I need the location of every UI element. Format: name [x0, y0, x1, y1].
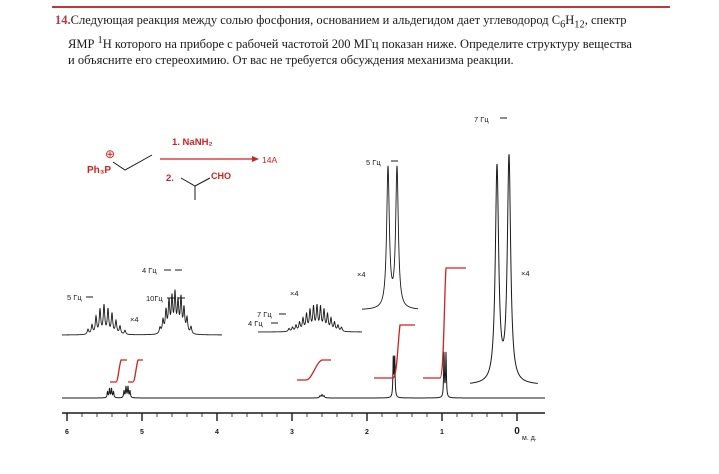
- phosphonium-reagent: Ph₃P: [87, 165, 112, 176]
- problem-text-line1: Следующая реакция между солью фосфония, основанием и альдегидом дает углеводород $C_6H_{12}$, спектр: [70, 13, 627, 31]
- coupling-label-5hz-mid: 5 Гц: [366, 158, 381, 167]
- propyl-chain: [113, 155, 152, 170]
- coupling-label-4hz-left: 4 Гц: [142, 266, 157, 275]
- aldehyde-group: CHO: [211, 171, 231, 181]
- step2-label: 2.: [166, 173, 174, 184]
- axis-tick-label: 1: [440, 429, 444, 436]
- coupling-label-4hz-center: 4 Гц: [248, 319, 263, 328]
- coupling-label-7hz-center: 7 Гц: [257, 310, 272, 319]
- magnification-right: ×4: [521, 269, 530, 278]
- inset-methine-multiplet: [258, 304, 362, 332]
- product-label: 14А: [262, 155, 278, 165]
- main-spectrum: [62, 352, 545, 398]
- step1-label: 1. NaNH₂: [172, 137, 213, 148]
- coupling-label-7hz-top: 7 Гц: [474, 115, 489, 124]
- magnification-left: ×4: [130, 315, 139, 324]
- chemical-shift-axis: [62, 413, 545, 442]
- inset-olefinic-multiplets: [62, 290, 222, 335]
- integral-curve-5-15: [128, 360, 143, 382]
- magnification-mid: ×4: [357, 270, 366, 279]
- inset-allylic-doublet: [362, 166, 418, 309]
- axis-tick-label: 3: [290, 429, 294, 436]
- positive-charge: ⊕: [104, 147, 116, 161]
- magnification-center: ×4: [290, 289, 299, 298]
- integral-curves: [110, 268, 466, 382]
- coupling-annotations: [67, 115, 530, 328]
- problem-text-line3: и объясните его стереохимию. От вас не требуется обсуждения механизма реакции.: [68, 52, 514, 67]
- axis-tick-label: 5: [140, 429, 144, 436]
- isobutyraldehyde-skeleton: [181, 178, 210, 186]
- problem-number: 14.: [55, 13, 71, 27]
- coupling-label-10hz-left: 10Гц: [146, 294, 163, 303]
- axis-tick-label: 6: [65, 429, 69, 436]
- reaction-scheme: [87, 137, 277, 200]
- reaction-arrowhead: [252, 156, 259, 162]
- integral-curve-2-55: [297, 360, 331, 380]
- axis-tick-label: 4: [215, 429, 219, 436]
- axis-unit: м. д.: [522, 435, 537, 442]
- axis-ticks: [65, 413, 520, 437]
- axis-tick-label: 2: [365, 429, 369, 436]
- axis-tick-label: 0: [514, 426, 520, 437]
- integral-curve-5-40: [110, 360, 127, 382]
- main-spectrum-trace: [62, 352, 545, 398]
- coupling-label-5hz-left: 5 Гц: [67, 293, 82, 302]
- problem-text-line2: ЯМР $^1$Н которого на приборе с рабочей частотой 200 МГц показан ниже. Определите структуру вещества: [68, 35, 632, 52]
